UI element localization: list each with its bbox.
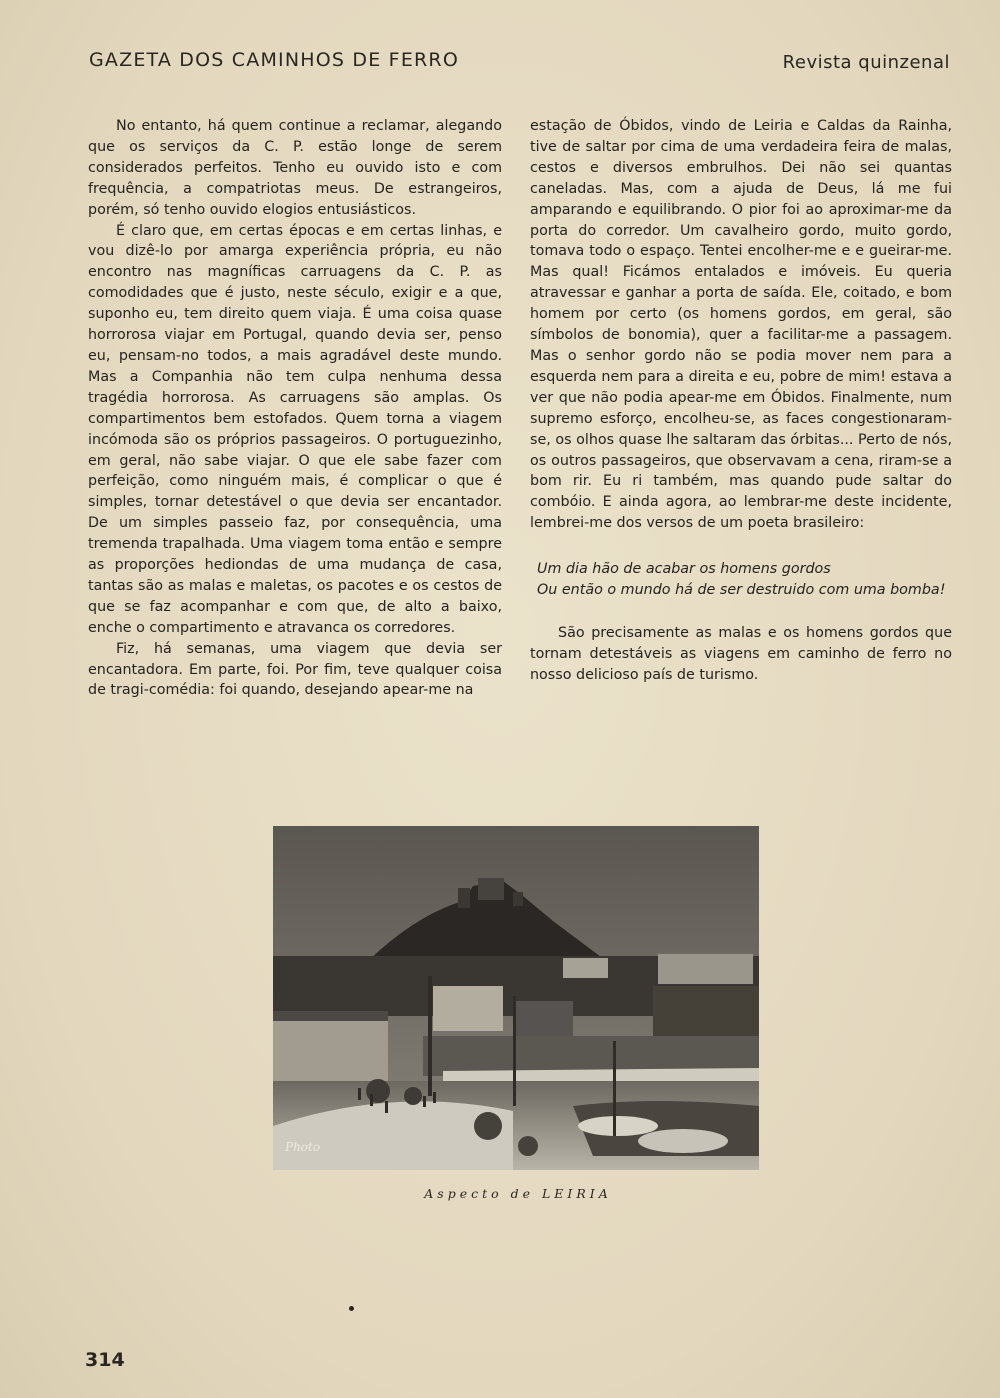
article-paragraph: No entanto, há quem continue a reclamar, alegando que os serviços da C. P. estão longe de serem considerados perfeitos. Tenho eu ouvido isto e com frequência, a compatriotas meus. De estrangeiros, porém, só tenho ouvido elogios entusiásticos. [88,118,502,218]
article-paragraph-continued: estação de Óbidos, vindo de Leiria e Caldas da Rainha, tive de saltar por cima de uma verdadeira feira de malas, cestos e diversos embrulhos. Dei não sei quantas caneladas. Mas, com a ajuda de Deus, lá me fui amparando e equilibrando. O pior foi ao aproximar-me da porta do corredor. Um cavalheiro gordo, muito gordo, tomava todo o espaço. Tentei encolher-me e e gueirar-me. Mas qual! Ficámos entalados e imóveis. Eu queria atravessar e ganhar a porta de saída. Ele, coitado, e bom homem por certo (os homens gordos, em geral, são símbolos de bonomia), quer a facilitar-me a passagem. Mas o senhor gordo não se podia mover nem para a esquerda nem para a direita e eu, pobre de mim! estava a ver que não podia apear-me em Óbidos. Finalmente, num supremo esforço, encolheu-se, as faces congestionaram-se, os olhos quase lhe saltaram das órbitas... Perto de nós, os outros passageiros, que observavam a cena, riram-se a bom rir. Eu ri também, mas quando pude saltar do combóio. E ainda agora, ao lembrar-me deste incidente, lembrei-me dos versos de um poeta brasileiro: [530,118,952,532]
poem-quote [537,559,952,601]
article-paragraph: É claro que, em certas épocas e em certas linhas, e vou dizê-lo por amarga experiência própria, eu não encontro nas magníficas carruagens da C. P. as comodidades que é justo, neste século, exigir e a que, suponho eu, tem direito quem viaja. É uma coisa quase horrorosa viajar em Portugal, quando devia ser, penso eu, pensam-no todos, a mais agradável deste mundo. Mas a Companhia não tem culpa nenhuma dessa tragédia horrorosa. As carruagens são amplas. Os compartimentos bem estofados. Quem torna a viagem incómoda são os próprios passageiros. O portuguezinho, em geral, não sabe viajar. O que ele sabe fazer com perfeição, como ninguém mais, é complicar o que é simples, tornar detestável o que devia ser encantador. De um simples passeio faz, por consequência, uma tremenda trapalhada. Uma viagem toma então e sempre as proporções hediondas de uma mudança de casa, tantas são as malas e maletas, os pacotes e os cestos de que se faz acompanhar e com que, de alto a baixo, enche o compartimento e atravanca os corredores. [88,222,502,636]
article-column-left [88,116,502,701]
photo-caption: Aspecto de LEIRIA [424,1186,612,1201]
article-paragraph: Fiz, há semanas, uma viagem que devia ser encantadora. Em parte, foi. Por fim, teve qualquer coisa de tragi-comédia: foi quando, desejando apear-me na [88,640,502,699]
print-mark [349,1306,354,1311]
photo-signature: Photo [285,1140,321,1154]
article-column-right [530,116,952,686]
page-number: 314 [85,1349,125,1371]
magazine-title: GAZETA DOS CAMINHOS DE FERRO [89,49,459,71]
leiria-photograph [273,826,759,1170]
leiria-photo-image [273,826,759,1170]
poem-line: Ou então o mundo há de ser destruido com uma bomba! [537,582,946,599]
poem-line: Um dia hão de acabar os homens gordos [537,561,831,578]
magazine-subtitle: Revista quinzenal [782,52,950,73]
article-closing-paragraph: São precisamente as malas e os homens gordos que tornam detestáveis as viagens em caminho de ferro no nosso delicioso país de turismo. [530,625,952,683]
